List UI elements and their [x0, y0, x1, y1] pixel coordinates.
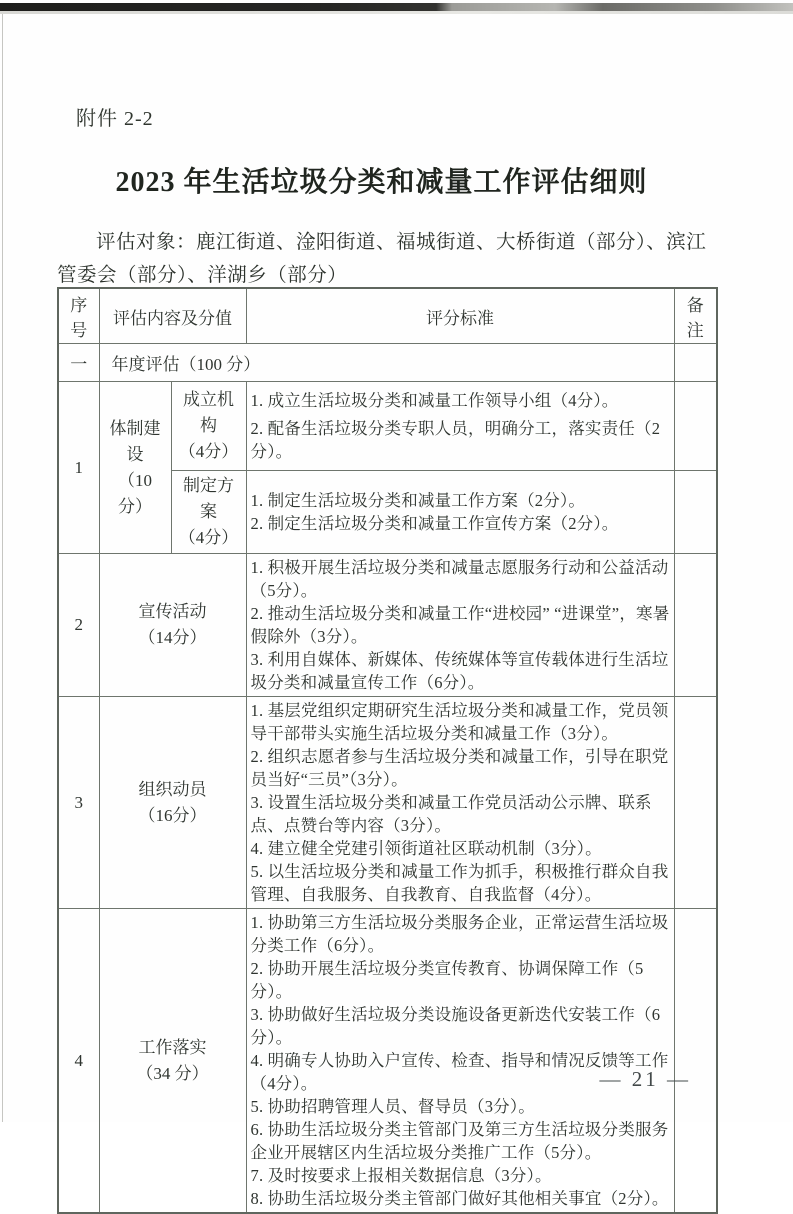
header-remarks: 备注 — [674, 288, 717, 344]
standard-item: 1. 成立生活垃圾分类和减量工作领导小组（4分）。 — [250, 391, 619, 410]
row1-sub1-standards — [246, 382, 674, 471]
document-title: 2023 年生活垃圾分类和减量工作评估细则 — [115, 167, 648, 198]
standard-item: 5. 协助招聘管理人员、督导员（3分）。 — [250, 1097, 535, 1116]
standard-item: 7. 及时按要求上报相关数据信息（3分）。 — [250, 1166, 552, 1185]
standard-item: 1. 制定生活垃圾分类和减量工作方案（2分）。 — [250, 491, 586, 510]
row2-remarks-cell — [674, 554, 717, 697]
attachment-label: 附件 2-2 — [76, 108, 154, 130]
row1-group-name: 体制建设 — [109, 418, 161, 464]
standard-item: 4. 明确专人协助入户宣传、检查、指导和情况反馈等工作（4分）。 — [250, 1051, 669, 1093]
row2-group-score: （14分） — [138, 628, 207, 647]
standard-item: 3. 协助做好生活垃圾分类设施设备更新迭代安装工作（6分）。 — [250, 1005, 661, 1047]
row3-remarks-cell — [674, 697, 717, 909]
standard-item: 5. 以生活垃圾分类和减量工作为抓手，积极推行群众自我管理、自我服务、自我教育、自我监督（4分）。 — [250, 862, 669, 904]
section-row-annual-evaluation — [58, 344, 717, 382]
standard-item: 4. 建立健全党建引领街道社区联动机制（3分）。 — [250, 839, 602, 858]
row4-group-label — [99, 909, 246, 1214]
row3-sequence: 3 — [58, 697, 99, 909]
standard-item: 2. 制定生活垃圾分类和减量工作宣传方案（2分）。 — [250, 514, 619, 533]
standard-item: 2. 配备生活垃圾分类专职人员，明确分工，落实责任（2分）。 — [250, 419, 661, 461]
row4-remarks-cell — [674, 909, 717, 1214]
row1-sequence: 1 — [58, 382, 99, 554]
row2-group-label — [99, 554, 246, 697]
row1-sub2-standards — [246, 471, 674, 554]
row2-sequence: 2 — [58, 554, 99, 697]
standard-item: 6. 协助生活垃圾分类主管部门及第三方生活垃圾分类服务企业开展辖区内生活垃圾分类推广工作（5分）。 — [250, 1120, 669, 1162]
row2-standards — [246, 554, 674, 697]
row1-sub1-score: （4分） — [178, 442, 239, 461]
row4-group-name: 工作落实 — [138, 1037, 207, 1057]
row4-standards — [246, 909, 674, 1214]
row1-sub1-name: 成立机构 — [183, 390, 234, 435]
row-work-implementation — [58, 909, 717, 1214]
row3-group-score: （16分） — [138, 805, 207, 825]
row3-group-name: 组织动员 — [138, 779, 207, 799]
row1-sub1-remarks-cell — [674, 382, 717, 471]
standard-item: 2. 协助开展生活垃圾分类宣传教育、协调保障工作（5分）。 — [250, 959, 644, 1001]
row1-sub2-label — [171, 471, 246, 554]
standard-item: 1. 积极开展生活垃圾分类和减量志愿服务行动和公益活动（5分）。 — [250, 558, 669, 600]
row4-group-score: （34 分） — [136, 1063, 209, 1083]
standard-item: 2. 推动生活垃圾分类和减量工作“进校园” “进课堂”，寒暑假除外（3分）。 — [250, 604, 670, 646]
standard-item: 8. 协助生活垃圾分类主管部门做好其他相关事宜（2分）。 — [250, 1189, 669, 1208]
row1-sub2-score: （4分） — [178, 528, 239, 547]
standard-item: 2. 组织志愿者参与生活垃圾分类和减量工作，引导在职党员当好“三员”（3分）。 — [250, 747, 669, 789]
row4-sequence: 4 — [58, 909, 99, 1214]
standard-item: 3. 设置生活垃圾分类和减量工作党员活动公示牌、联系点、点赞台等内容（3分）。 — [250, 793, 652, 835]
row3-group-label — [99, 697, 246, 909]
row3-standards — [246, 697, 674, 909]
header-sequence: 序号 — [58, 288, 99, 344]
row1-group-score: （10 分） — [118, 470, 152, 516]
row-system-building-sub1 — [58, 382, 717, 471]
row1-group-label — [99, 382, 171, 554]
standard-item: 3. 利用自媒体、新媒体、传统媒体等宣传载体进行生活垃圾分类和减量宣传工作（6分）。 — [250, 650, 669, 692]
page-number: — 21 — — [599, 1067, 691, 1091]
section-sequence: 一 — [58, 344, 99, 382]
row-publicity-activities — [58, 554, 717, 697]
row1-sub2-remarks-cell — [674, 471, 717, 554]
standard-item: 1. 协助第三方生活垃圾分类服务企业，正常运营生活垃圾分类工作（6分）。 — [250, 913, 669, 955]
header-content-and-score: 评估内容及分值 — [99, 288, 246, 344]
header-scoring-standard: 评分标准 — [246, 288, 674, 344]
row2-group-name: 宣传活动 — [138, 602, 207, 621]
table-header-row — [58, 288, 717, 344]
scan-artifact-top-strip-shadow — [0, 11, 793, 14]
standard-item: 1. 基层党组织定期研究生活垃圾分类和减量工作，党员领导干部带头实施生活垃圾分类和减量工作（3分）。 — [250, 701, 669, 743]
row1-sub2-name: 制定方案 — [183, 476, 234, 521]
row-organizational-mobilization — [58, 697, 717, 909]
section-label: 年度评估（100 分） — [99, 344, 674, 382]
row1-sub1-label — [171, 382, 246, 471]
scan-artifact-top-strip — [0, 3, 793, 11]
evaluation-targets-paragraph: 评估对象：鹿江街道、淦阳街道、福城街道、大桥街道（部分）、滨江管委会（部分）、洋湖乡（部分） — [57, 232, 707, 286]
section-remarks-cell — [674, 344, 717, 382]
